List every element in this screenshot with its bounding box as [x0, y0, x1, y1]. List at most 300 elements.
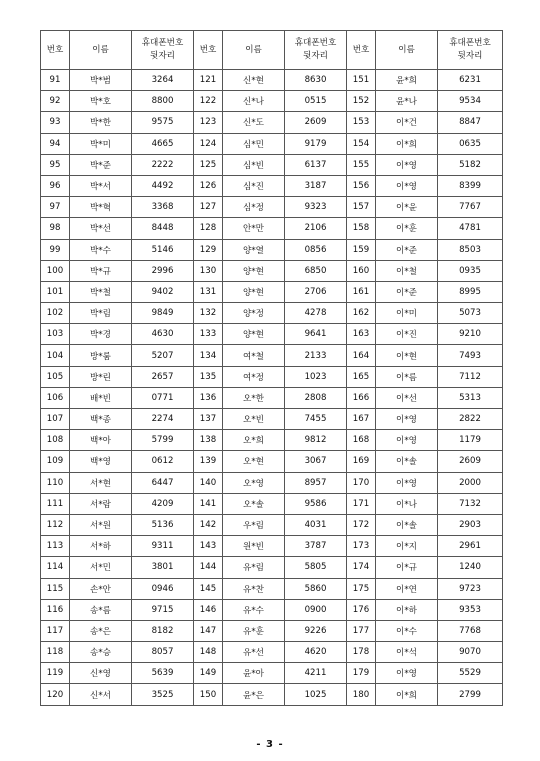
table-row: [41, 409, 503, 430]
cell-phone: 5207: [132, 345, 194, 366]
cell-phone: 7767: [438, 197, 503, 218]
cell-no: 108: [41, 430, 70, 451]
cell-no: 171: [347, 493, 376, 514]
cell-no: 104: [41, 345, 70, 366]
cell-phone: 6447: [132, 472, 194, 493]
table-row: [41, 642, 503, 663]
cell-no: 106: [41, 387, 70, 408]
cell-phone: 0900: [285, 599, 347, 620]
cell-no: 168: [347, 430, 376, 451]
cell-phone: 1023: [285, 366, 347, 387]
cell-phone: 7455: [285, 409, 347, 430]
cell-phone: 5136: [132, 514, 194, 535]
cell-phone: 9715: [132, 599, 194, 620]
cell-no: 130: [194, 260, 223, 281]
header-phone: [438, 31, 503, 70]
header-phone-line1: 휴대폰번호: [294, 38, 337, 48]
cell-name: 우*림: [223, 514, 285, 535]
cell-phone: 2799: [438, 684, 503, 705]
cell-no: 115: [41, 578, 70, 599]
cell-name: 오*한: [223, 387, 285, 408]
cell-phone: 7112: [438, 366, 503, 387]
cell-name: 박*철: [70, 281, 132, 302]
cell-phone: 4031: [285, 514, 347, 535]
table-row: [41, 239, 503, 260]
cell-phone: 2274: [132, 409, 194, 430]
table-row: [41, 387, 503, 408]
header-phone-line2: 뒷자리: [303, 51, 328, 61]
cell-phone: 8800: [132, 91, 194, 112]
cell-name: 박*준: [70, 154, 132, 175]
cell-no: 100: [41, 260, 70, 281]
cell-phone: 8630: [285, 70, 347, 91]
cell-phone: 1179: [438, 430, 503, 451]
cell-no: 120: [41, 684, 70, 705]
cell-no: 112: [41, 514, 70, 535]
header-phone: [132, 31, 194, 70]
cell-no: 132: [194, 303, 223, 324]
cell-name: 이*희: [376, 684, 438, 705]
table-row: [41, 599, 503, 620]
cell-name: 이*수: [376, 620, 438, 641]
cell-phone: 2657: [132, 366, 194, 387]
cell-name: 오*솔: [223, 493, 285, 514]
table-row: [41, 430, 503, 451]
cell-name: 오*영: [223, 472, 285, 493]
cell-no: 157: [347, 197, 376, 218]
cell-no: 166: [347, 387, 376, 408]
cell-no: 111: [41, 493, 70, 514]
cell-phone: 3264: [132, 70, 194, 91]
table-row: [41, 557, 503, 578]
cell-no: 164: [347, 345, 376, 366]
table-row: [41, 133, 503, 154]
cell-name: 방*룸: [70, 345, 132, 366]
cell-name: 박*경: [70, 324, 132, 345]
cell-no: 177: [347, 620, 376, 641]
cell-no: 94: [41, 133, 70, 154]
cell-no: 127: [194, 197, 223, 218]
cell-name: 양*현: [223, 260, 285, 281]
cell-phone: 9534: [438, 91, 503, 112]
cell-no: 147: [194, 620, 223, 641]
cell-phone: 5860: [285, 578, 347, 599]
cell-name: 손*안: [70, 578, 132, 599]
cell-name: 서*민: [70, 557, 132, 578]
cell-name: 이*영: [376, 409, 438, 430]
cell-name: 이*솔: [376, 514, 438, 535]
cell-no: 98: [41, 218, 70, 239]
cell-name: 박*서: [70, 175, 132, 196]
cell-name: 심*진: [223, 175, 285, 196]
cell-phone: 8847: [438, 112, 503, 133]
cell-phone: 2808: [285, 387, 347, 408]
cell-name: 이*영: [376, 430, 438, 451]
cell-name: 이*훈: [376, 218, 438, 239]
header-no: 번호: [194, 31, 223, 70]
cell-no: 97: [41, 197, 70, 218]
cell-no: 113: [41, 536, 70, 557]
cell-phone: 1025: [285, 684, 347, 705]
cell-name: 여*철: [223, 345, 285, 366]
cell-phone: 9575: [132, 112, 194, 133]
cell-no: 141: [194, 493, 223, 514]
cell-no: 140: [194, 472, 223, 493]
cell-name: 백*영: [70, 451, 132, 472]
cell-phone: 6231: [438, 70, 503, 91]
cell-name: 심*빈: [223, 154, 285, 175]
cell-no: 174: [347, 557, 376, 578]
cell-no: 91: [41, 70, 70, 91]
cell-phone: 2706: [285, 281, 347, 302]
cell-phone: 9311: [132, 536, 194, 557]
cell-no: 167: [347, 409, 376, 430]
header-phone: [285, 31, 347, 70]
table-row: [41, 451, 503, 472]
cell-no: 123: [194, 112, 223, 133]
cell-name: 윤*아: [223, 663, 285, 684]
cell-phone: 5799: [132, 430, 194, 451]
cell-name: 박*한: [70, 112, 132, 133]
cell-no: 129: [194, 239, 223, 260]
cell-phone: 6137: [285, 154, 347, 175]
cell-no: 145: [194, 578, 223, 599]
cell-name: 신*나: [223, 91, 285, 112]
cell-no: 159: [347, 239, 376, 260]
cell-no: 121: [194, 70, 223, 91]
cell-no: 117: [41, 620, 70, 641]
cell-name: 박*호: [70, 91, 132, 112]
table-row: [41, 112, 503, 133]
cell-no: 136: [194, 387, 223, 408]
cell-no: 173: [347, 536, 376, 557]
cell-no: 151: [347, 70, 376, 91]
header-row: [41, 31, 503, 70]
cell-no: 119: [41, 663, 70, 684]
cell-phone: 0515: [285, 91, 347, 112]
cell-name: 이*하: [376, 599, 438, 620]
header-name: 이름: [376, 31, 438, 70]
cell-name: 윤*은: [223, 684, 285, 705]
cell-name: 송*승: [70, 642, 132, 663]
cell-no: 161: [347, 281, 376, 302]
cell-name: 양*현: [223, 324, 285, 345]
cell-no: 142: [194, 514, 223, 535]
cell-name: 윤*나: [376, 91, 438, 112]
cell-name: 백*종: [70, 409, 132, 430]
cell-name: 이*나: [376, 493, 438, 514]
cell-name: 박*수: [70, 239, 132, 260]
cell-phone: 3787: [285, 536, 347, 557]
cell-name: 유*림: [223, 557, 285, 578]
cell-no: 126: [194, 175, 223, 196]
header-name: 이름: [70, 31, 132, 70]
cell-phone: 8957: [285, 472, 347, 493]
cell-no: 125: [194, 154, 223, 175]
cell-no: 105: [41, 366, 70, 387]
cell-phone: 9849: [132, 303, 194, 324]
cell-name: 오*희: [223, 430, 285, 451]
cell-no: 137: [194, 409, 223, 430]
cell-name: 유*선: [223, 642, 285, 663]
cell-phone: 5182: [438, 154, 503, 175]
cell-name: 이*영: [376, 663, 438, 684]
cell-phone: 2000: [438, 472, 503, 493]
cell-name: 이*현: [376, 345, 438, 366]
cell-no: 156: [347, 175, 376, 196]
cell-name: 박*규: [70, 260, 132, 281]
cell-no: 103: [41, 324, 70, 345]
cell-phone: 3187: [285, 175, 347, 196]
cell-name: 이*희: [376, 133, 438, 154]
cell-name: 유*찬: [223, 578, 285, 599]
cell-phone: 2996: [132, 260, 194, 281]
cell-name: 이*철: [376, 260, 438, 281]
cell-no: 170: [347, 472, 376, 493]
cell-no: 102: [41, 303, 70, 324]
cell-name: 신*영: [70, 663, 132, 684]
table-row: [41, 70, 503, 91]
cell-phone: 4781: [438, 218, 503, 239]
cell-name: 방*린: [70, 366, 132, 387]
table-row: [41, 91, 503, 112]
cell-no: 135: [194, 366, 223, 387]
cell-phone: 8182: [132, 620, 194, 641]
page-number: - 3 -: [256, 739, 284, 750]
cell-phone: 3801: [132, 557, 194, 578]
cell-phone: 5805: [285, 557, 347, 578]
cell-phone: 9402: [132, 281, 194, 302]
cell-name: 유*훈: [223, 620, 285, 641]
cell-name: 서*하: [70, 536, 132, 557]
table-row: [41, 281, 503, 302]
cell-phone: 6850: [285, 260, 347, 281]
table-row: [41, 536, 503, 557]
table-row: [41, 175, 503, 196]
cell-no: 116: [41, 599, 70, 620]
cell-name: 서*원: [70, 514, 132, 535]
cell-phone: 5313: [438, 387, 503, 408]
cell-name: 이*연: [376, 578, 438, 599]
cell-no: 96: [41, 175, 70, 196]
cell-name: 이*영: [376, 472, 438, 493]
cell-phone: 9179: [285, 133, 347, 154]
cell-no: 101: [41, 281, 70, 302]
cell-name: 양*열: [223, 239, 285, 260]
cell-no: 180: [347, 684, 376, 705]
cell-name: 이*건: [376, 112, 438, 133]
cell-phone: 0771: [132, 387, 194, 408]
cell-no: 146: [194, 599, 223, 620]
cell-name: 이*준: [376, 239, 438, 260]
cell-name: 신*서: [70, 684, 132, 705]
table-row: [41, 218, 503, 239]
cell-phone: 5073: [438, 303, 503, 324]
cell-name: 백*아: [70, 430, 132, 451]
table-row: [41, 493, 503, 514]
cell-name: 이*지: [376, 536, 438, 557]
cell-name: 배*빈: [70, 387, 132, 408]
cell-no: 150: [194, 684, 223, 705]
cell-phone: 2822: [438, 409, 503, 430]
cell-no: 149: [194, 663, 223, 684]
cell-name: 양*현: [223, 281, 285, 302]
cell-phone: 9323: [285, 197, 347, 218]
header-phone-line1: 휴대폰번호: [449, 38, 491, 48]
cell-name: 박*혁: [70, 197, 132, 218]
cell-no: 172: [347, 514, 376, 535]
table-row: [41, 197, 503, 218]
cell-no: 134: [194, 345, 223, 366]
table-row: [41, 514, 503, 535]
cell-no: 158: [347, 218, 376, 239]
cell-no: 163: [347, 324, 376, 345]
cell-no: 153: [347, 112, 376, 133]
cell-name: 이*규: [376, 557, 438, 578]
cell-no: 169: [347, 451, 376, 472]
cell-no: 124: [194, 133, 223, 154]
cell-no: 128: [194, 218, 223, 239]
cell-no: 139: [194, 451, 223, 472]
cell-phone: 4492: [132, 175, 194, 196]
table-row: [41, 663, 503, 684]
cell-no: 178: [347, 642, 376, 663]
cell-name: 심*민: [223, 133, 285, 154]
cell-no: 152: [347, 91, 376, 112]
header-no: 번호: [347, 31, 376, 70]
cell-phone: 0635: [438, 133, 503, 154]
cell-name: 박*림: [70, 303, 132, 324]
cell-name: 박*범: [70, 70, 132, 91]
cell-phone: 8448: [132, 218, 194, 239]
cell-phone: 7493: [438, 345, 503, 366]
cell-name: 이*석: [376, 642, 438, 663]
cell-phone: 4209: [132, 493, 194, 514]
header-phone-line2: 뒷자리: [457, 51, 483, 61]
cell-no: 99: [41, 239, 70, 260]
cell-no: 165: [347, 366, 376, 387]
cell-phone: 5146: [132, 239, 194, 260]
cell-phone: 2106: [285, 218, 347, 239]
cell-no: 160: [347, 260, 376, 281]
cell-no: 138: [194, 430, 223, 451]
cell-phone: 4278: [285, 303, 347, 324]
header-name: 이름: [223, 31, 285, 70]
cell-no: 162: [347, 303, 376, 324]
cell-name: 신*도: [223, 112, 285, 133]
cell-name: 심*정: [223, 197, 285, 218]
table-row: [41, 345, 503, 366]
cell-phone: 9723: [438, 578, 503, 599]
cell-phone: 2903: [438, 514, 503, 535]
cell-phone: 2222: [132, 154, 194, 175]
cell-phone: 8057: [132, 642, 194, 663]
cell-no: 175: [347, 578, 376, 599]
table-row: [41, 684, 503, 705]
cell-no: 176: [347, 599, 376, 620]
cell-phone: 3525: [132, 684, 194, 705]
cell-no: 107: [41, 409, 70, 430]
cell-name: 여*정: [223, 366, 285, 387]
cell-no: 92: [41, 91, 70, 112]
cell-name: 이*선: [376, 387, 438, 408]
cell-name: 이*영: [376, 154, 438, 175]
cell-phone: 8399: [438, 175, 503, 196]
cell-phone: 2961: [438, 536, 503, 557]
cell-name: 이*진: [376, 324, 438, 345]
cell-no: 148: [194, 642, 223, 663]
cell-phone: 9070: [438, 642, 503, 663]
table-row: [41, 260, 503, 281]
cell-name: 이*미: [376, 303, 438, 324]
cell-name: 박*미: [70, 133, 132, 154]
cell-phone: 4620: [285, 642, 347, 663]
header-phone-line2: 뒷자리: [150, 51, 175, 61]
cell-phone: 5639: [132, 663, 194, 684]
table-row: [41, 324, 503, 345]
cell-name: 이*준: [376, 281, 438, 302]
cell-name: 유*수: [223, 599, 285, 620]
cell-no: 122: [194, 91, 223, 112]
cell-name: 이*솔: [376, 451, 438, 472]
cell-name: 서*람: [70, 493, 132, 514]
cell-name: 원*빈: [223, 536, 285, 557]
cell-no: 95: [41, 154, 70, 175]
cell-phone: 0935: [438, 260, 503, 281]
cell-no: 143: [194, 536, 223, 557]
cell-no: 155: [347, 154, 376, 175]
cell-phone: 9353: [438, 599, 503, 620]
cell-no: 110: [41, 472, 70, 493]
cell-phone: 5529: [438, 663, 503, 684]
cell-no: 144: [194, 557, 223, 578]
cell-no: 93: [41, 112, 70, 133]
table-row: [41, 303, 503, 324]
cell-phone: 8995: [438, 281, 503, 302]
table-row: [41, 620, 503, 641]
cell-phone: 9210: [438, 324, 503, 345]
table-body: [41, 70, 503, 706]
cell-name: 오*빈: [223, 409, 285, 430]
cell-no: 179: [347, 663, 376, 684]
cell-phone: 4630: [132, 324, 194, 345]
cell-name: 안*만: [223, 218, 285, 239]
cell-no: 109: [41, 451, 70, 472]
cell-name: 송*은: [70, 620, 132, 641]
cell-name: 박*선: [70, 218, 132, 239]
cell-phone: 2609: [285, 112, 347, 133]
header-no: 번호: [41, 31, 70, 70]
cell-phone: 4665: [132, 133, 194, 154]
cell-no: 114: [41, 557, 70, 578]
cell-no: 133: [194, 324, 223, 345]
cell-phone: 7768: [438, 620, 503, 641]
cell-phone: 8503: [438, 239, 503, 260]
cell-phone: 2609: [438, 451, 503, 472]
cell-phone: 9226: [285, 620, 347, 641]
cell-name: 이*윤: [376, 197, 438, 218]
cell-name: 신*현: [223, 70, 285, 91]
cell-phone: 3368: [132, 197, 194, 218]
table-row: [41, 472, 503, 493]
cell-name: 이*름: [376, 366, 438, 387]
cell-phone: 3067: [285, 451, 347, 472]
table-row: [41, 578, 503, 599]
cell-phone: 0856: [285, 239, 347, 260]
cell-phone: 9586: [285, 493, 347, 514]
table-row: [41, 154, 503, 175]
cell-name: 양*정: [223, 303, 285, 324]
